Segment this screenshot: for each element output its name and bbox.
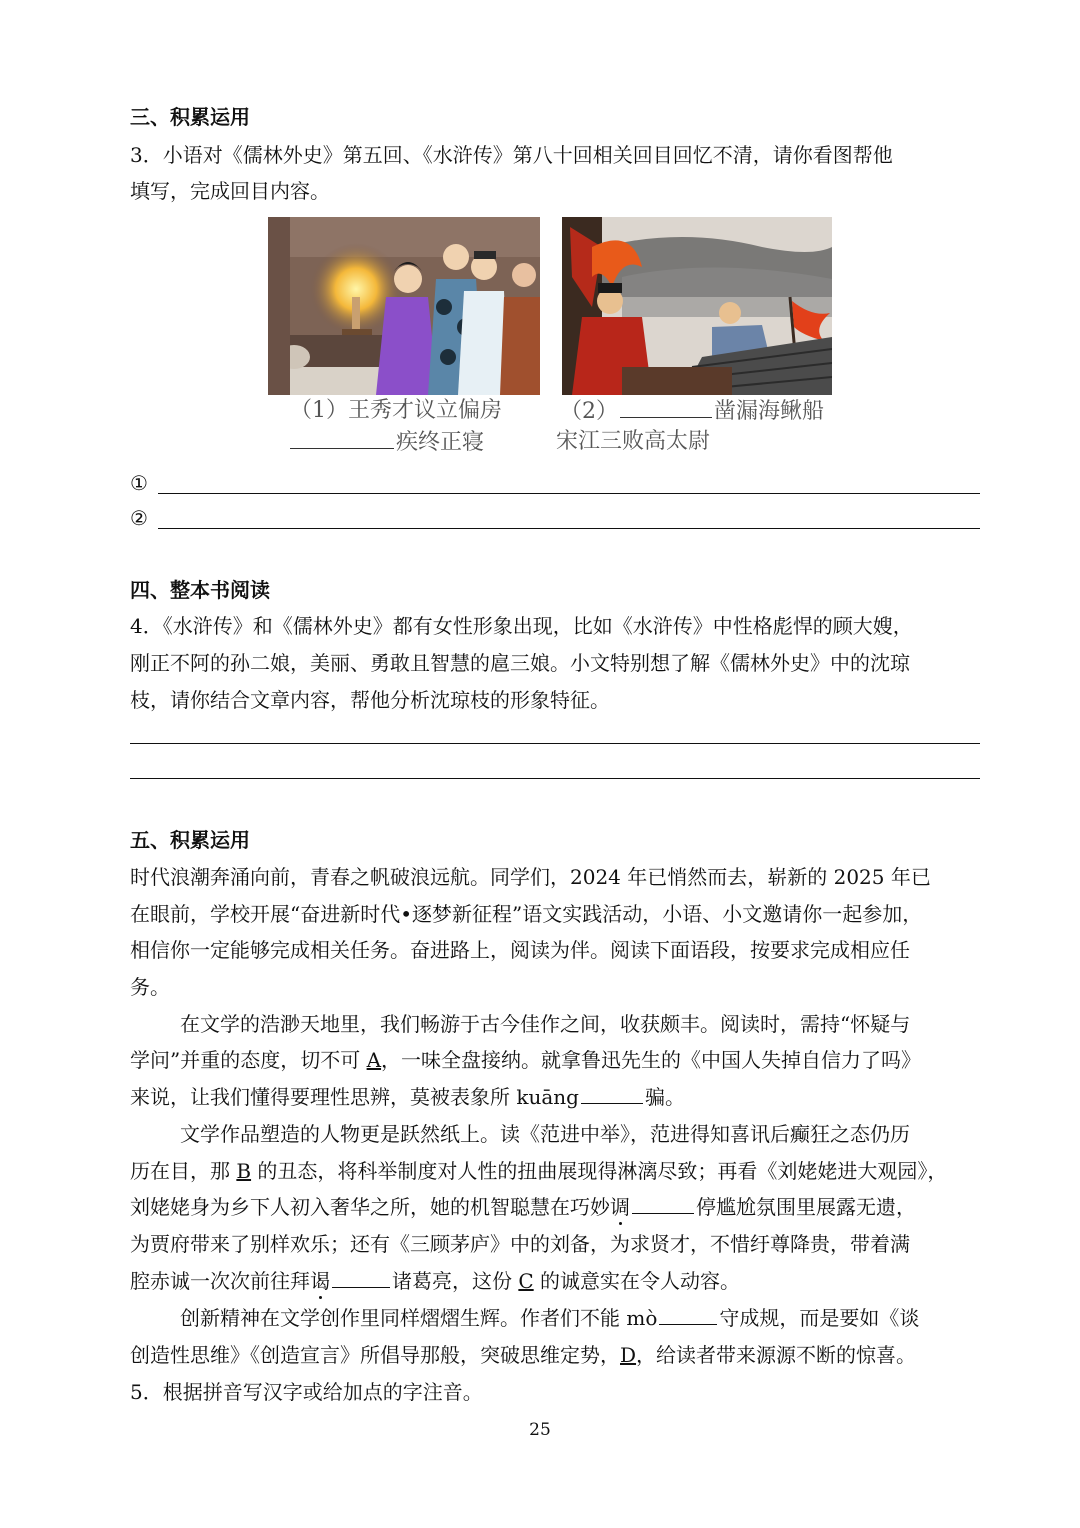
passage-text: 创造性思维》《创造宣言》所倡导那般，突破思维定势， (130, 1343, 620, 1367)
answer-rule-q4-1[interactable] (130, 743, 980, 744)
passage-text: 来说，让我们懂得要理性思辨，莫被表象所 kuāng (130, 1085, 579, 1109)
rulin-scene-image (268, 217, 540, 395)
passage-2-line-3 (130, 1195, 980, 1219)
dotted-char-tiao: 调 (610, 1195, 630, 1219)
question-3-line-2: 填写，完成回目内容。 (130, 179, 330, 203)
intro-line-2: 在眼前，学校开展“奋进新时代•逐梦新征程”语文实践活动，小语、小文邀请你一起参加， (130, 902, 923, 926)
passage-2-line-2 (130, 1159, 980, 1183)
intro-line-3: 相信你一定能够完成相关任务。奋进路上，阅读为伴。阅读下面语段，按要求完成相应任 (130, 938, 910, 962)
caption-2-line-1 (560, 397, 824, 426)
answer-rule-1 (158, 493, 980, 494)
passage-text: 骗。 (644, 1085, 685, 1109)
question-3-line-1: 3．小语对《儒林外史》第五回、《水浒传》第八十回相关回目回忆不清，请你看图帮他 (130, 143, 893, 167)
pinyin-blank-tiao[interactable] (632, 1195, 694, 1214)
caption-2-prefix: （2） (560, 399, 618, 424)
illustration-rulin-waishi (268, 217, 540, 395)
intro-line-1: 时代浪潮奔涌向前，青春之帆破浪远航。同学们，2024 年已悄然而去，崭新的 2025 年已 (130, 865, 931, 889)
answer-rule-2 (158, 528, 980, 529)
blank-marker-d[interactable]: D (620, 1343, 637, 1367)
blank-marker-c[interactable]: C (518, 1269, 534, 1293)
dotted-char-ye: 谒 (310, 1269, 330, 1293)
section-heading-5: 五、积累运用 (130, 828, 250, 852)
passage-text: 守成规，而是要如《谈 (719, 1306, 920, 1330)
answer-line-2[interactable] (130, 505, 980, 531)
passage-1-line-2 (130, 1048, 980, 1072)
passage-text: 的诚意实在令人动容。 (533, 1269, 741, 1293)
answer-line-1[interactable] (130, 470, 980, 496)
blank-marker-b[interactable]: B (236, 1159, 252, 1183)
passage-3-line-2 (130, 1343, 980, 1367)
caption-1-line-2-text: 疾终正寝 (396, 430, 485, 455)
passage-text: 创新精神在文学创作里同样熠熠生辉。作者们不能 mò (180, 1306, 658, 1330)
question-4-line-1: 4．《水浒传》和《儒林外史》都有女性形象出现，比如《水浒传》中性格彪悍的顾大嫂， (130, 614, 913, 638)
question-4-line-3: 枝，请你结合文章内容，帮他分析沈琼枝的形象特征。 (130, 688, 610, 712)
blank-marker-a[interactable]: A (366, 1048, 382, 1072)
intro-line-4: 务。 (130, 975, 170, 999)
passage-text: 腔赤诚一次次前往拜 (130, 1269, 310, 1293)
passage-2-line-1: 文学作品塑造的人物更是跃然纸上。读《范进中举》，范进得知喜讯后癫狂之态仍历 (180, 1122, 910, 1146)
passage-text: 历在目，那 (130, 1159, 237, 1183)
shuihu-scene-image (562, 217, 832, 395)
pinyin-blank-kuang[interactable] (581, 1085, 643, 1104)
section-heading-3: 三、积累运用 (130, 105, 250, 129)
pinyin-blank-ye[interactable] (332, 1269, 390, 1288)
question-5: 5．根据拼音写汉字或给加点的字注音。 (130, 1380, 483, 1404)
caption-2-blank[interactable] (620, 397, 712, 418)
caption-2-line-2: 宋江三败高太尉 (556, 429, 711, 454)
caption-1-blank[interactable] (290, 428, 394, 449)
passage-2-line-4: 为贾府带来了别样欢乐；还有《三顾茅庐》中的刘备，为求贤才，不惜纡尊降贵，带着满 (130, 1232, 910, 1256)
caption-2-suffix: 凿漏海鳅船 (714, 399, 825, 424)
answer-rule-q4-2[interactable] (130, 778, 980, 779)
passage-text: 的丑态，将科举制度对人性的扭曲展现得淋漓尽致；再看《刘姥姥进大观园》， (251, 1159, 948, 1183)
passage-text: 刘姥姥身为乡下人初入奢华之所，她的机智聪慧在巧妙 (130, 1195, 610, 1219)
illustration-shuihu-zhuan (562, 217, 832, 395)
answer-number-1: ① (130, 471, 148, 495)
passage-text: ，给读者带来源源不断的惊喜。 (636, 1343, 917, 1367)
answer-number-2: ② (130, 506, 148, 530)
passage-2-line-5 (130, 1269, 980, 1293)
question-4-line-2: 刚正不阿的孙二娘，美丽、勇敢且智慧的扈三娘。小文特别想了解《儒林外史》中的沈琼 (130, 651, 910, 675)
passage-text: 停尴尬氛围里展露无遗， (696, 1195, 916, 1219)
passage-text: ，一味全盘接纳。就拿鲁迅先生的《中国人失掉自信力了吗》 (381, 1048, 922, 1072)
passage-text: 学问”并重的态度，切不可 (130, 1048, 367, 1072)
passage-1-line-3 (130, 1085, 980, 1109)
passage-text: 诸葛亮，这份 (392, 1269, 519, 1293)
caption-1-line-2 (288, 428, 484, 457)
section-heading-4: 四、整本书阅读 (130, 578, 270, 602)
passage-3-line-1 (180, 1306, 980, 1330)
caption-1-line-1: （1）王秀才议立偏房 (290, 398, 502, 423)
passage-1-line-1: 在文学的浩渺天地里，我们畅游于古今佳作之间，收获颇丰。阅读时，需持“怀疑与 (180, 1012, 911, 1036)
page-number: 25 (529, 1420, 551, 1440)
pinyin-blank-mo[interactable] (659, 1306, 717, 1325)
